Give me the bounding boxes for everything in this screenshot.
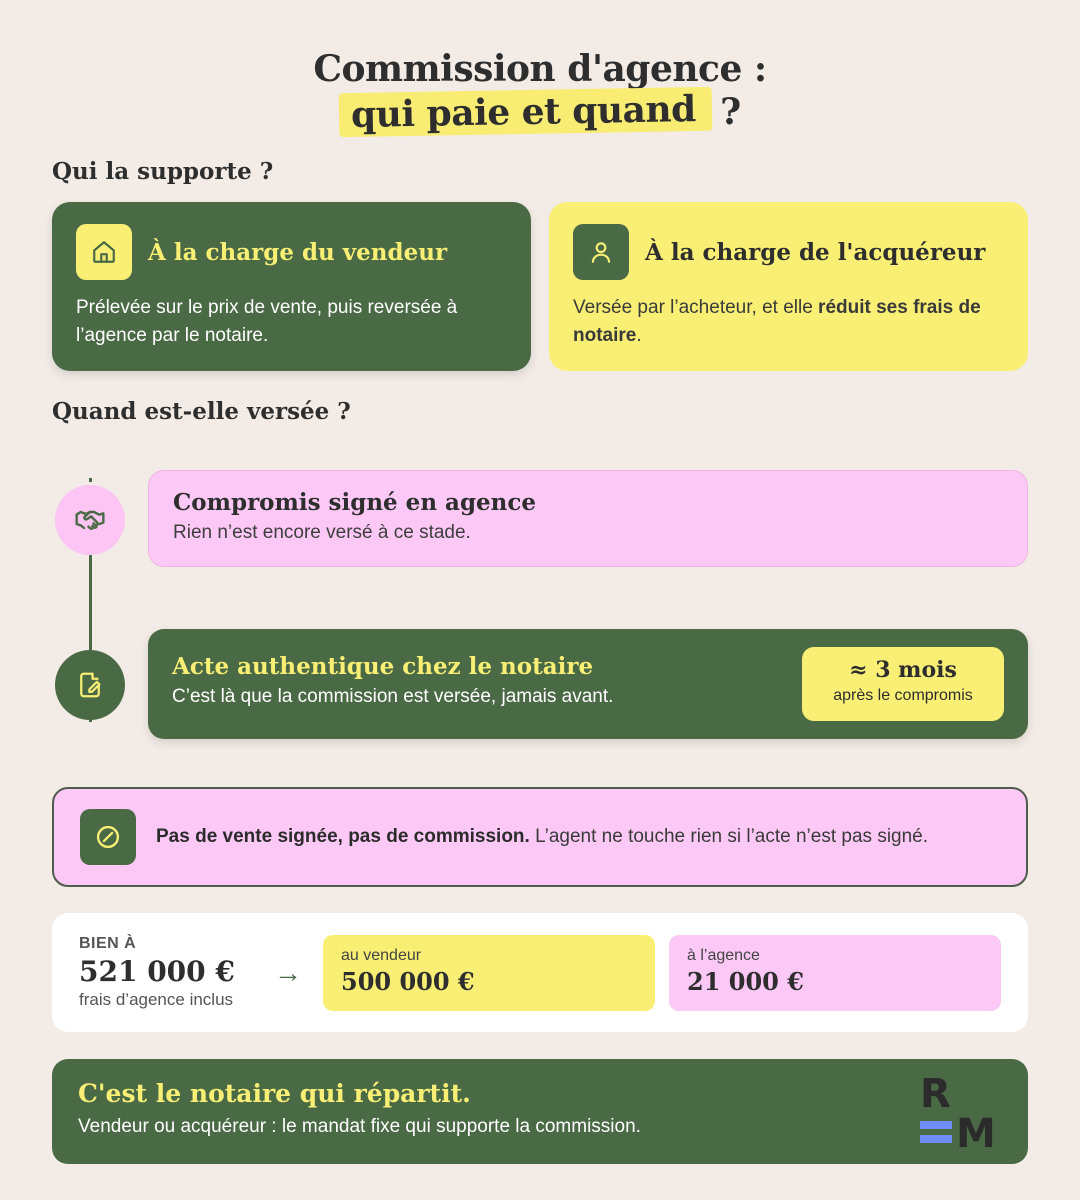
buyer-card-body-bold: réduit ses frais de notaire [573,297,981,346]
logo-letter-r: R [920,1073,951,1117]
price-caption: BIEN À [79,935,137,952]
timeline-line [89,555,92,650]
warning-box [52,787,1028,887]
step-compromis-title: Compromis signé en agence [173,489,537,516]
conclusion-title: C'est le notaire qui répartit. [78,1079,471,1108]
buyer-card-title: À la charge de l'acquéreur [645,238,986,266]
seller-card-title: À la charge du vendeur [148,238,448,266]
warning-text: Pas de vente signée, pas de commission. L’agent ne touche rien si l’acte n’est pas signé. [156,826,929,847]
page-title [0,48,1080,137]
buyer-card [549,202,1028,371]
title-line-1: Commission d'agence : [313,48,767,90]
agency-share-label: à l’agence [687,947,760,964]
logo-letter-m: M [956,1111,996,1151]
seller-share-label: au vendeur [341,947,422,964]
who-heading: Qui la supporte ? [52,158,274,185]
agency-share-value: 21 000 € [687,967,804,996]
seller-card [52,202,531,371]
agency-share [669,935,1001,1011]
step-acte-subtitle: C’est là que la commission est versée, jamais avant. [172,686,614,707]
user-icon [573,224,629,280]
house-icon [76,224,132,280]
seller-share-value: 500 000 € [341,967,475,996]
seller-card-body: Prélevée sur le prix de vente, puis reversée à l’agence par le notaire. [76,297,458,346]
no-entry-icon [80,809,136,865]
timeline-line-top [89,478,92,482]
when-heading: Quand est-elle versée ? [52,398,351,425]
brand-logo [918,1073,1000,1156]
delay-badge [802,647,1004,721]
price-note: frais d’agence inclus [79,990,234,1009]
title-highlight: qui paie et quand [339,87,712,137]
title-question-mark: ? [720,91,741,133]
conclusion-box [52,1059,1028,1164]
conclusion-subtitle: Vendeur ou acquéreur : le mandat fixe qui supporte la commission. [78,1116,641,1137]
document-edit-icon [55,650,125,720]
warning-bold: Pas de vente signée, pas de commission. [156,826,530,847]
step-compromis-subtitle: Rien n’est encore versé à ce stade. [173,522,471,543]
arrow-right-icon: → [274,957,302,988]
handshake-icon [55,485,125,555]
delay-badge-value: ≈ 3 mois [849,657,957,683]
seller-share [323,935,655,1011]
buyer-card-body: Versée par l’acheteur, et elle réduit ses frais de notaire. [573,297,981,346]
step-acte [148,629,1028,739]
step-compromis [148,470,1028,567]
delay-badge-caption: après le compromis [833,687,973,704]
price-split-box [52,913,1028,1032]
step-acte-title: Acte authentique chez le notaire [172,653,594,680]
price-amount: 521 000 € [79,955,235,988]
